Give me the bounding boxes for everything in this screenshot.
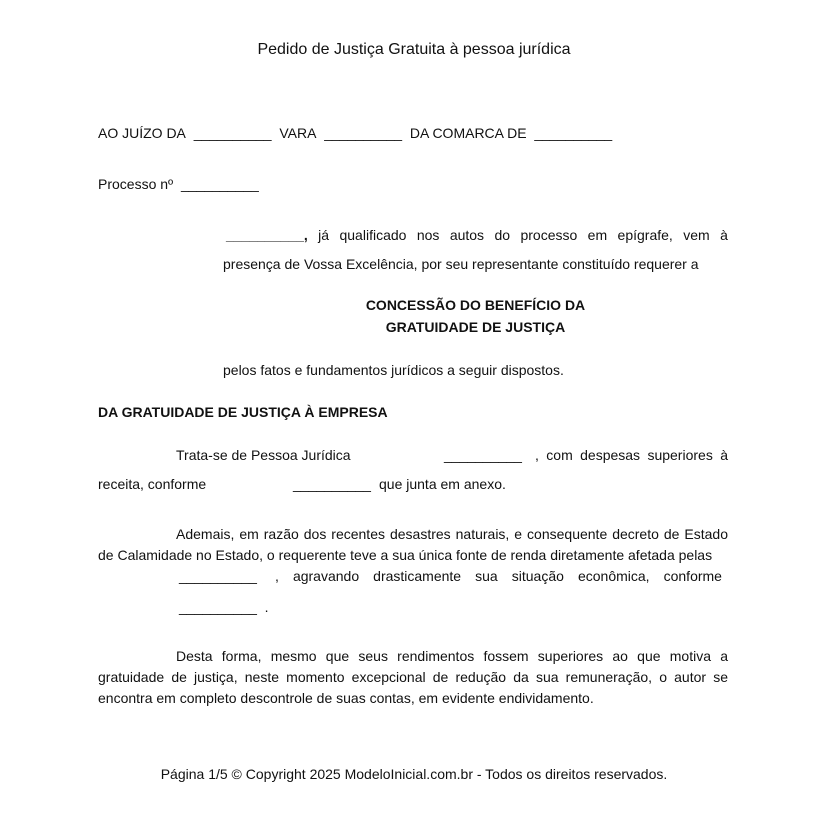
para1-line2-start: receita, conforme bbox=[98, 476, 207, 492]
document-title: Pedido de Justiça Gratuita à pessoa jurídica bbox=[257, 41, 571, 58]
intro-word: processo bbox=[520, 227, 578, 243]
para2-word: agravando bbox=[292, 568, 360, 584]
para3-line1-text: Desta forma, mesmo que seus rendimentos fossem superiores ao que motiva a bbox=[176, 648, 728, 664]
intro-word: nos bbox=[416, 227, 440, 243]
para2-word: drasticamente bbox=[373, 568, 462, 584]
para1-line1-end-text: , com despesas superiores à bbox=[535, 447, 728, 463]
para2-line4-end: . bbox=[264, 599, 269, 615]
para2-line3-words bbox=[275, 568, 722, 585]
para3-line1 bbox=[176, 648, 728, 665]
para2-word: , bbox=[275, 568, 279, 584]
intro-word: qualificado bbox=[339, 227, 407, 243]
para2-line4 bbox=[179, 599, 269, 616]
processo-label: Processo nº bbox=[98, 176, 174, 192]
para1-line1-blank: __________ bbox=[444, 447, 522, 463]
para2-word: conforme bbox=[663, 568, 722, 584]
para2-word: econômica, bbox=[577, 568, 650, 584]
intro-word: já bbox=[318, 227, 330, 243]
addressee-line bbox=[98, 125, 612, 142]
intro-line-1 bbox=[226, 227, 728, 244]
para3-line3: encontra em completo descontrole de suas contas, em evidente endividamento. bbox=[98, 690, 594, 706]
intro-word: à bbox=[720, 227, 728, 243]
addressee-blank-vara: __________ bbox=[324, 125, 403, 141]
para2-line3-blank: __________ bbox=[179, 568, 257, 584]
processo-blank: __________ bbox=[180, 176, 259, 192]
page-footer: Página 1/5 © Copyright 2025 ModeloInicial.com.br - Todos os direitos reservados. bbox=[160, 766, 668, 782]
heading-line-2: GRATUIDADE DE JUSTIÇA bbox=[385, 319, 566, 335]
para3-line2 bbox=[98, 669, 728, 686]
addressee-blank-juizo: __________ bbox=[193, 125, 272, 141]
intro-word: vem bbox=[683, 227, 710, 243]
para2-line1 bbox=[176, 526, 728, 543]
para2-line1-text: Ademais, em razão dos recentes desastres naturais, e consequente decreto de Estado bbox=[176, 526, 728, 542]
intro-party-blank: __________, bbox=[226, 227, 308, 243]
heading-line-1: CONCESSÃO DO BENEFÍCIO DA bbox=[365, 297, 586, 313]
intro-word: epígrafe, bbox=[617, 227, 673, 243]
intro-word: autos bbox=[449, 227, 485, 243]
intro-line-2: presença de Vossa Excelência, por seu representante constituído requerer a bbox=[223, 256, 699, 272]
section-title: DA GRATUIDADE DE JUSTIÇA À EMPRESA bbox=[98, 404, 388, 420]
after-heading-text: pelos fatos e fundamentos jurídicos a seguir dispostos. bbox=[223, 362, 564, 378]
addressee-ao-juizo: AO JUÍZO DA bbox=[98, 125, 186, 141]
para1-line2-end: que junta em anexo. bbox=[379, 476, 506, 492]
para1-line2-blank: __________ bbox=[293, 476, 371, 492]
para2-word: sua bbox=[475, 568, 498, 584]
addressee-comarca: DA COMARCA DE bbox=[409, 125, 527, 141]
para2-line2: de Calamidade no Estado, o requerente teve a sua única fonte de renda diretamente afetada pelas bbox=[98, 547, 713, 563]
intro-word: em bbox=[587, 227, 608, 243]
processo-line bbox=[98, 176, 259, 193]
intro-word: do bbox=[494, 227, 511, 243]
para3-line2-text: gratuidade de justiça, neste momento excepcional de redução da sua remuneração, o autor se bbox=[98, 669, 728, 685]
addressee-vara: VARA bbox=[279, 125, 317, 141]
addressee-blank-comarca: __________ bbox=[534, 125, 613, 141]
para2-line4-blank: __________ bbox=[179, 599, 257, 615]
para1-line1-start: Trata-se de Pessoa Jurídica bbox=[176, 447, 351, 463]
para1-line1-end bbox=[535, 447, 728, 464]
para2-word: situação bbox=[511, 568, 564, 584]
